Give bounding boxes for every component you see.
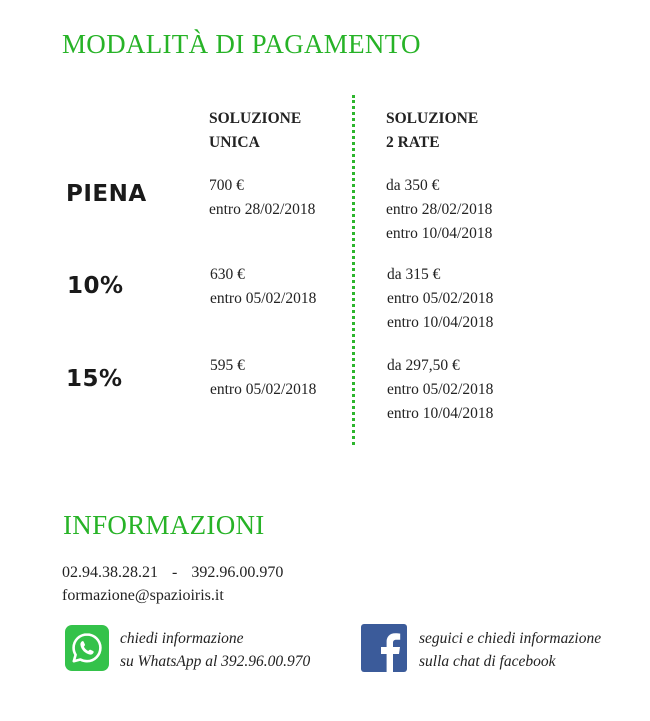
phone-separator: - xyxy=(172,564,178,581)
whatsapp-icon[interactable] xyxy=(65,625,109,671)
price-text: da 315 € xyxy=(387,266,441,283)
phone-line xyxy=(62,561,283,585)
facebook-line: seguici e chiedi informazione xyxy=(419,630,602,647)
row-label-10-percent: 10% xyxy=(67,273,124,299)
deadline-text: entro 10/04/2018 xyxy=(387,314,494,331)
installments-cell xyxy=(387,354,493,426)
info-section-title: INFORMAZIONI xyxy=(63,510,265,540)
price-text: da 297,50 € xyxy=(387,357,460,374)
deadline-text: entro 05/02/2018 xyxy=(210,381,317,398)
whatsapp-line: chiedi informazione xyxy=(120,630,244,647)
single-payment-cell xyxy=(210,354,316,402)
column-header-single-payment xyxy=(209,107,301,155)
column-divider xyxy=(352,95,355,445)
price-text: 700 € xyxy=(209,177,244,194)
installments-cell xyxy=(386,174,492,246)
email-link[interactable]: formazione@spazioiris.it xyxy=(62,587,224,604)
payment-section-title: MODALITÀ DI PAGAMENTO xyxy=(62,29,421,59)
landline-number[interactable]: 02.94.38.28.21 xyxy=(62,564,158,581)
whatsapp-line[interactable]: su WhatsApp al 392.96.00.970 xyxy=(120,653,311,670)
row-label-piena: PIENA xyxy=(66,181,147,207)
column-header-line: 2 RATE xyxy=(386,134,440,151)
deadline-text: entro 05/02/2018 xyxy=(387,381,494,398)
whatsapp-glyph xyxy=(70,631,104,665)
row-label-15-percent: 15% xyxy=(66,366,123,392)
column-header-two-installments xyxy=(386,107,478,155)
deadline-text: entro 28/02/2018 xyxy=(386,201,493,218)
column-header-line: SOLUZIONE xyxy=(386,110,479,127)
facebook-line: sulla chat di facebook xyxy=(419,653,556,670)
price-text: 630 € xyxy=(210,266,245,283)
column-header-line: SOLUZIONE xyxy=(209,110,302,127)
installments-cell xyxy=(387,263,493,335)
mobile-number[interactable]: 392.96.00.970 xyxy=(191,564,284,581)
column-header-line: UNICA xyxy=(209,134,260,151)
whatsapp-text xyxy=(120,627,310,673)
deadline-text: entro 05/02/2018 xyxy=(210,290,317,307)
deadline-text: entro 10/04/2018 xyxy=(387,405,494,422)
single-payment-cell xyxy=(210,263,316,311)
facebook-icon[interactable] xyxy=(361,624,407,672)
deadline-text: entro 28/02/2018 xyxy=(209,201,316,218)
facebook-glyph xyxy=(373,628,407,672)
price-text: 595 € xyxy=(210,357,245,374)
single-payment-cell xyxy=(209,174,315,222)
facebook-text xyxy=(419,627,601,673)
deadline-text: entro 10/04/2018 xyxy=(386,225,493,242)
price-text: da 350 € xyxy=(386,177,440,194)
deadline-text: entro 05/02/2018 xyxy=(387,290,494,307)
